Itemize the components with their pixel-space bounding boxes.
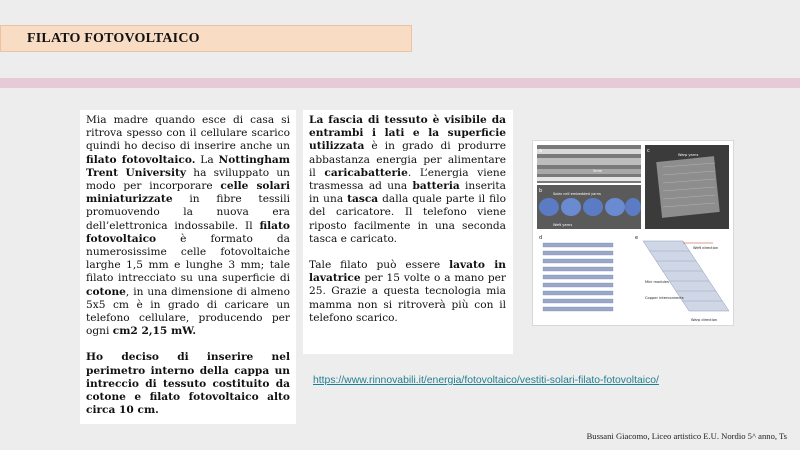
- text-run: in fibre tessili promuovendo la nuova era dell’elettronica indossabile. Il: [86, 193, 290, 232]
- text-run: è in grado di produrre abbastanza energia per alimentare il: [309, 140, 506, 179]
- left-paragraph-1: [86, 114, 290, 338]
- text-run: batterie: [360, 166, 408, 179]
- source-link[interactable]: https://www.rinnovabili.it/energia/fotovoltaico/vestiti-solari-filato-fotovoltaico/: [313, 375, 659, 386]
- mini-modules-label: Mini modules: [645, 280, 669, 284]
- fabric-swatch: [656, 156, 720, 218]
- middle-text-block: [309, 114, 506, 325]
- text-run: cotone: [86, 285, 126, 298]
- left-paragraph-2: [86, 351, 290, 417]
- decorative-stripe: [0, 78, 800, 88]
- text-run: celle solari miniaturizzate: [86, 180, 290, 206]
- panel-c-label: c: [647, 148, 650, 154]
- text-run: Mia madre quando esce di casa si ritrova spesso con il cellulare scarico quindi ho deciso di inserire anche un: [86, 114, 290, 153]
- text-run: . L’energia viene trasmessa ad una: [309, 166, 506, 193]
- middle-paragraph-2: [309, 259, 506, 325]
- text-run: La: [195, 153, 219, 166]
- panel-d-grid: [543, 243, 613, 311]
- text-run: filato fotovoltaico.: [86, 153, 196, 166]
- text-run: , in una dimensione di almeno 5x5 cm è in grado di caricare un telefono cellulare, producendo per ogni: [86, 285, 290, 338]
- text-run: La fascia di tessuto è visibile da entrambi i lati e la superficie utilizzata: [309, 114, 506, 153]
- photovoltaic-yarn-figure: [532, 140, 734, 326]
- text-run: dalla quale parte il filo del caricatore. Il telefono viene riposto facilmente in una seconda tasca e caricato.: [309, 193, 506, 245]
- warp-yarn-label: Warp yarns: [678, 153, 699, 157]
- slide-title: FILATO FOTOVOLTAICO: [27, 31, 200, 46]
- panel-b-label: b: [539, 188, 543, 194]
- text-run: filato fotovoltaico: [86, 219, 290, 245]
- left-paragraph-2-bold: Ho deciso di inserire nel perimetro interno della cappa un intreccio di tessuto costituito da cotone e filato fotovoltaico alto circa 10 cm.: [86, 351, 290, 417]
- panel-e-label: e: [635, 235, 639, 241]
- figure-svg: [533, 141, 733, 325]
- weft-direction-label: Weft direction: [693, 246, 719, 250]
- text-run: carica: [324, 166, 361, 179]
- scale-label: 5mm: [593, 169, 603, 173]
- copper-label: Copper interconnects: [645, 296, 684, 300]
- text-run: batteria: [412, 180, 460, 193]
- footer-credit: Bussani Giacomo, Liceo artistico E.U. Nordio 5^ anno, Ts: [586, 431, 787, 441]
- text-run: lavato in lavatrice: [309, 259, 506, 285]
- warp-direction-label: Warp direction: [691, 318, 718, 322]
- module-sheet: [643, 241, 729, 311]
- text-run: Nottingham Trent University: [86, 153, 290, 179]
- panel-d-label: d: [539, 235, 543, 241]
- solar-cell-label: Solar cell embedded yarns: [553, 192, 601, 196]
- middle-paragraph-1: [309, 114, 506, 246]
- slide-title-box: [0, 25, 412, 52]
- text-run: ha sviluppato un modo per incorporare: [86, 166, 290, 193]
- left-text-block: [86, 114, 290, 417]
- text-run: Tale filato può essere: [309, 259, 450, 272]
- text-run: inserita in una: [309, 180, 506, 206]
- text-run: cm2 2,15 mW.: [112, 325, 197, 338]
- panel-a-label: a: [539, 148, 543, 154]
- text-run: tasca: [347, 193, 379, 206]
- weft-yarns-label: Weft yarns: [553, 223, 573, 227]
- text-run: per 15 volte o a mano per 25. Grazie a questa tecnologia mia mamma non si ritroverà più con il telefono scarico.: [309, 272, 506, 324]
- text-run: è formato da numerosissime celle fotovoltaiche larghe 1,5 mm e lunghe 3 mm; tale filato intrecciato su una superficie di: [86, 232, 290, 285]
